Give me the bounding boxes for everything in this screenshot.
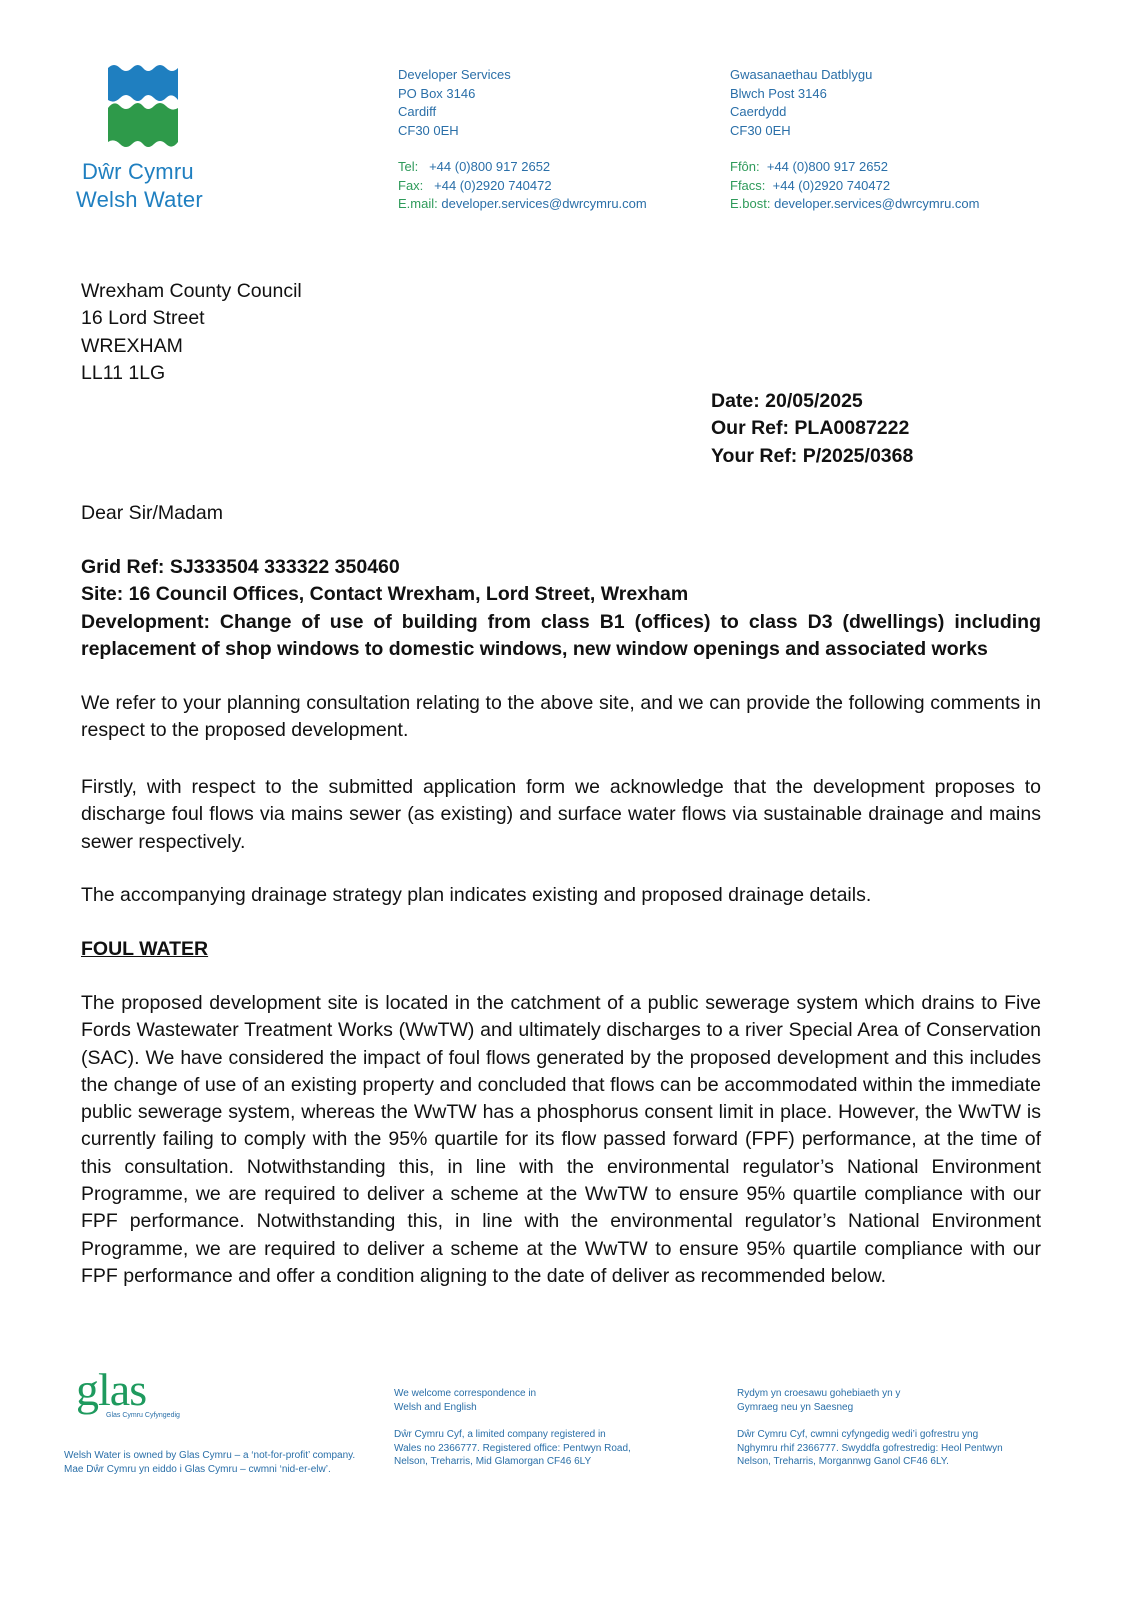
department-name: Developer Services — [398, 67, 511, 82]
logo-english-name: Welsh Water — [76, 187, 203, 212]
drainage-plan-paragraph: The accompanying drainage strategy plan indicates existing and proposed drainage details. — [81, 884, 872, 906]
email-line-welsh — [730, 195, 979, 214]
po-box-welsh: Blwch Post 3146 — [730, 85, 827, 101]
subject-block — [81, 554, 1041, 663]
welsh-footer-block — [737, 1387, 1003, 1469]
welsh-water-logo — [76, 64, 216, 214]
glas-cymru-logo — [76, 1364, 180, 1419]
city-welsh: Caerdydd — [730, 104, 787, 119]
fax-line-welsh — [730, 177, 979, 196]
salutation: Dear Sir/Madam — [81, 502, 223, 524]
email-label-welsh: E.bost: — [730, 196, 771, 211]
department-name-welsh: Gwasanaethau Datblygu — [730, 67, 873, 82]
glas-wordmark: glas — [76, 1364, 147, 1415]
registration-line-1-welsh: Dŵr Cymru Cyf, cwmni cyfyngedig wedi’i gofrestru yng — [737, 1429, 979, 1440]
application-paragraph: Firstly, with respect to the submitted application form we acknowledge that the development proposes to discharge foul flows via mains sewer (as existing) and surface water flows via sustainable drainage and mains sewer respectively. — [81, 776, 1041, 853]
telephone-number: +44 (0)800 917 2652 — [429, 159, 551, 174]
email-link-welsh[interactable]: developer.services@dwrcymru.com — [774, 196, 980, 211]
recipient-name: Wrexham County Council — [81, 280, 302, 302]
fax-number-welsh: +44 (0)2920 740472 — [772, 177, 891, 193]
recipient-address — [81, 278, 302, 387]
welsh-water-wave-icon — [106, 64, 180, 150]
reference-block — [711, 388, 913, 470]
english-footer-block — [394, 1387, 631, 1469]
ownership-english: Welsh Water is owned by Glas Cymru – a ‘not-for-profit’ company. — [64, 1450, 356, 1461]
glas-subtitle: Glas Cymru Cyfyngedig — [106, 1412, 180, 1419]
english-contact-block — [398, 66, 647, 214]
welsh-contact-block — [730, 66, 979, 214]
email-label: E.mail: — [398, 196, 438, 211]
welcome-line-1: We welcome correspondence in — [394, 1388, 537, 1399]
telephone-label-welsh: Ffôn: — [730, 159, 760, 174]
postcode-welsh: CF30 0EH — [730, 122, 791, 138]
postcode: CF30 0EH — [398, 122, 459, 138]
fax-number: +44 (0)2920 740472 — [434, 177, 552, 193]
section-heading-foul-water: FOUL WATER — [81, 938, 209, 960]
registration-line-2: Wales no 2366777. Registered office: Pentwyn Road, — [394, 1442, 631, 1454]
registration-line-3-welsh: Nelson, Treharris, Morgannwg Ganol CF46 6LY. — [737, 1456, 949, 1467]
telephone-line-welsh — [730, 158, 979, 177]
registration-line-1: Dŵr Cymru Cyf, a limited company registered in — [394, 1429, 606, 1440]
telephone-number-welsh: +44 (0)800 917 2652 — [766, 159, 888, 174]
ownership-statement — [64, 1449, 355, 1476]
city: Cardiff — [398, 104, 437, 119]
site-description: Site: 16 Council Offices, Contact Wrexham, Lord Street, Wrexham — [81, 583, 689, 606]
telephone-line — [398, 158, 647, 177]
ownership-welsh: Mae Dŵr Cymru yn eiddo i Glas Cymru – cwmni ‘nid-er-elw’. — [64, 1463, 331, 1475]
registration-line-2-welsh: Nghymru rhif 2366777. Swyddfa gofrestredig: Heol Pentwyn — [737, 1442, 1003, 1454]
email-link[interactable]: developer.services@dwrcymru.com — [441, 196, 647, 211]
recipient-postcode: LL11 1LG — [81, 361, 166, 384]
welcome-line-1-welsh: Rydym yn croesawu gohebiaeth yn y — [737, 1388, 901, 1399]
logo-welsh-name: Dŵr Cymru — [82, 159, 194, 184]
registration-line-3: Nelson, Treharris, Mid Glamorgan CF46 6LY — [394, 1456, 592, 1467]
development-description: Development: Change of use of building from class B1 (offices) to class D3 (dwellings) including replacement of shop windows to domestic windows, new window openings and associated works — [81, 610, 1041, 660]
fax-label-welsh: Ffacs: — [730, 177, 766, 193]
recipient-town: WREXHAM — [81, 334, 183, 357]
fax-line — [398, 177, 647, 196]
letter-date: Date: 20/05/2025 — [711, 390, 863, 412]
welcome-line-2: Welsh and English — [394, 1401, 477, 1413]
intro-paragraph: We refer to your planning consultation relating to the above site, and we can provide the following comments in respect to the proposed development. — [81, 692, 1041, 742]
recipient-street: 16 Lord Street — [81, 307, 205, 330]
email-line — [398, 195, 647, 214]
welcome-line-2-welsh: Gymraeg neu yn Saesneg — [737, 1401, 854, 1413]
your-reference: Your Ref: P/2025/0368 — [711, 444, 914, 467]
grid-reference: Grid Ref: SJ333504 333322 350460 — [81, 556, 400, 578]
po-box: PO Box 3146 — [398, 85, 476, 101]
foul-water-paragraph: The proposed development site is located in the catchment of a public sewerage system which drains to Five Fords Wastewater Treatment Works (WwTW) and ultimately discharges to a river Special Area of Conservation (SAC). We have considered the impact of foul flows generated by the proposed development and this includes the change of use of an existing property and concluded that flows can be accommodated within the immediate public sewerage system, whereas the WwTW has a phosphorus consent limit in place. However, the WwTW is currently failing to comply with the 95% quartile for its flow passed forward (FPF) performance, at the time of this consultation. Notwithstanding this, in line with the environmental regulator’s National Environment Programme, we are required to deliver a scheme at the WwTW to ensure 95% quartile compliance with our FPF performance. Notwithstanding this, in line with the environmental regulator’s National Environment Programme, we are required to deliver a scheme at the WwTW to ensure 95% quartile compliance with our FPF performance and offer a condition aligning to the date of deliver as recommended below. — [81, 992, 1041, 1287]
our-reference: Our Ref: PLA0087222 — [711, 417, 910, 440]
telephone-label: Tel: — [398, 159, 419, 174]
fax-label: Fax: — [398, 177, 424, 193]
